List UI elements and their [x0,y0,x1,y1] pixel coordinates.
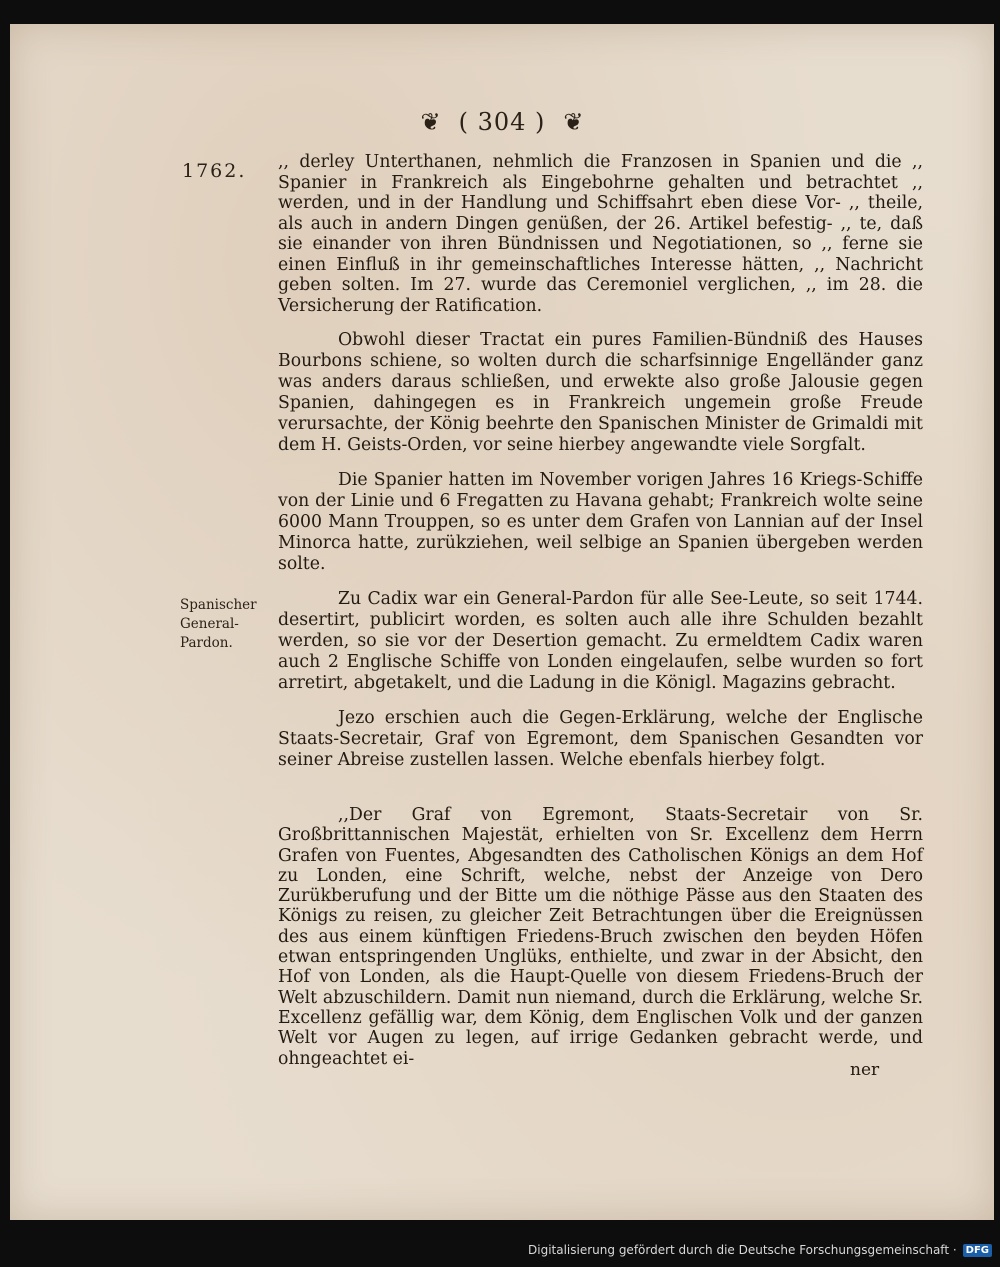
body-text [278,152,923,1083]
paragraph-quote-continued: ,, derley Unterthanen, nehmlich die Franzosen in Spanien und die ,, Spanier in Frankreich als Eingebohrne gehalten und betrachtet ,, werden, und in der Handlung und Schiffsahrt eben diese Vor- ,, theile, als auch in andern Dingen genüßen, der 26. Artikel befestig- ,, te, daß sie einander von ihren Bündnissen und Negotiationen, so ,, ferne sie einen Einfluß in ihr gemeinschaftliches Interesse hätten, ,, Nachricht geben solten. Im 27. wurde das Ceremoniel verglichen, ,, im 28. die Versicherung der Ratification. [278,152,923,316]
footer-text: Digitalisierung gefördert durch die Deutsche Forschungsgemeinschaft · [528,1243,957,1257]
paragraph-tractat: Obwohl dieser Tractat ein pures Familien-Bündniß des Hauses Bourbons schiene, so wolten durch die scharfsinnige Engelländer ganz was anders daraus schließen, und erwekte also große Jalousie gegen Spanien, dahingegen es in Frankreich ungemein große Freude verursachte, der König beehrte den Spanischen Minister de Grimaldi mit dem H. Geists-Orden, vor seine hierbey angewandte viele Sorgfalt. [278,330,923,455]
paragraph-gegen-erklaerung: Jezo erschien auch die Gegen-Erklärung, welche der Englische Staats-Secretair, Graf von Egremont, dem Spanischen Gesandten vor seiner Abreise zustellen lassen. Welche ebenfals hierbey folgt. [278,708,923,770]
page-header [10,108,994,136]
page-number: ( 304 ) [458,108,546,136]
paragraph-spanier: Die Spanier hatten im November vorigen Jahres 16 Kriegs-Schiffe von der Linie und 6 Fregatten zu Havana gehabt; Frankreich wolte seine 6000 Mann Trouppen, so es unter dem Grafen von Lannian auf der Insel Minorca hatte, zurükziehen, weil selbige an Spanien übergeben werden solte. [278,470,923,574]
scanned-page [10,24,994,1220]
margin-note: Spanischer General-Pardon. [180,597,257,651]
fleuron-left-icon: ❦ [420,108,441,136]
paragraph-cadix: Zu Cadix war ein General-Pardon für alle See-Leute, so seit 1744. desertirt, publicirt worden, es solten auch alle ihre Schulden bezahlt werden, so sie vor der Desertion gemacht. Zu ermeldtem Cadix waren auch 2 Englische Schiffe von Londen eingelaufen, selbe wurden so fort arretirt, abgetakelt, und die Ladung in die Königl. Magazins gebracht. [278,589,923,693]
paragraph-egremont: ,,Der Graf von Egremont, Staats-Secretair von Sr. Großbrittannischen Majestät, erhielten von Sr. Excellenz dem Herrn Grafen von Fuentes, Abgesandten des Catholischen Königs an dem Hof zu Londen, eine Schrift, welche, nebst der Anzeige von Dero Zurükberufung und der Bitte um die nöthige Pässe aus den Staaten des Königs zu reisen, zu gleicher Zeit Betrachtungen über die Ereignüssen des aus einem künftigen Friedens-Bruch zwischen den beyden Höfen etwan entspringenden Unglüks, enthielte, und zwar in der Absicht, den Hof von Londen, als die Haupt-Quelle von diesem Friedens-Bruch der Welt abzuschildern. Damit nun niemand, durch die Erklärung, welche Sr. Excellenz gefällig war, dem König, dem Englischen Volk und der ganzen Welt vor Augen zu legen, auf irrige Gedanken gebracht werde, und ohngeachtet ei- [278,805,923,1069]
catchword: ner [850,1060,880,1080]
digitization-footer [528,1243,992,1257]
paragraph-gap [278,785,923,805]
fleuron-right-icon: ❦ [563,108,584,136]
dfg-logo-icon: DFG [963,1244,992,1257]
year-marginal: 1762. [182,160,247,182]
